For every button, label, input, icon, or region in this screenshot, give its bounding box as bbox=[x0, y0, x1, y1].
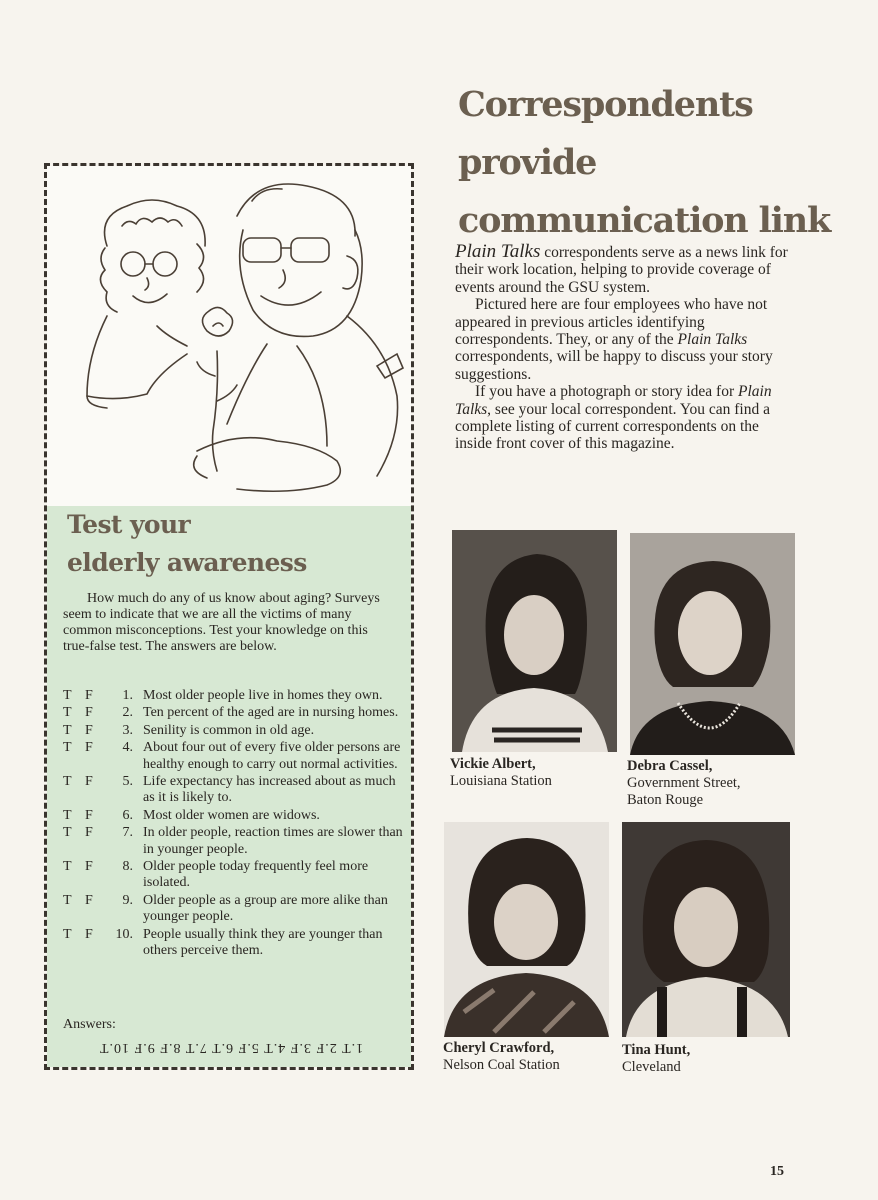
question-number: 5. bbox=[122, 774, 133, 790]
question-number: 9. bbox=[122, 892, 133, 908]
true-option: T bbox=[63, 774, 72, 790]
false-option: F bbox=[85, 892, 93, 908]
article-headline bbox=[458, 76, 858, 250]
question-number: 10. bbox=[115, 926, 133, 942]
quiz-question bbox=[63, 688, 403, 704]
quiz-intro: How much do any of us know about aging? Surveys seem to indicate that we are all the victims of many common misconceptions. Test your knowledge on this true-false test. The answers are below. bbox=[63, 591, 380, 654]
quiz-question bbox=[63, 825, 403, 858]
quiz-panel bbox=[47, 506, 411, 1067]
true-option: T bbox=[63, 859, 72, 875]
quiz-question bbox=[63, 859, 403, 892]
question-text: Most older women are widows. bbox=[143, 807, 320, 823]
question-text: About four out of every five older persons are healthy enough to carry out normal activities. bbox=[143, 740, 401, 772]
article-paragraph-3 bbox=[455, 383, 795, 453]
answers-label: Answers: bbox=[63, 1017, 116, 1032]
false-option: F bbox=[85, 825, 93, 841]
headline-line2: provide bbox=[458, 142, 597, 183]
p2-text-start: Pictured here are four employees who have not appeared in previous articles identifying correspondents. They, or any of the bbox=[455, 296, 768, 349]
portrait-icon bbox=[452, 530, 617, 752]
page-number: 15 bbox=[770, 1164, 784, 1179]
answers-upside-down: 1.T 2.F 3.F 4.T 5.F 6.T 7.T 8.F 9.F 10.T bbox=[98, 1040, 364, 1055]
p1-text: correspondents serve as a news link for their work location, helping to provide coverage of events around the GSU system. bbox=[455, 244, 788, 296]
question-text: Ten percent of the aged are in nursing homes. bbox=[143, 705, 399, 721]
quiz-title-line1: Test your bbox=[67, 510, 191, 539]
false-option: F bbox=[85, 688, 93, 703]
correspondent-name: Tina Hunt, bbox=[622, 1042, 691, 1058]
magazine-name-inline: Plain Talks bbox=[455, 383, 772, 418]
portrait-icon bbox=[630, 533, 795, 755]
true-option: T bbox=[63, 825, 72, 841]
true-option: T bbox=[63, 705, 72, 721]
elderly-couple-sketch-icon bbox=[47, 166, 411, 506]
false-option: F bbox=[85, 774, 93, 790]
question-number: 8. bbox=[122, 859, 133, 875]
caption-debra-cassel bbox=[627, 758, 741, 809]
p3-text-start: If you have a photograph or story idea for bbox=[475, 383, 738, 401]
false-option: F bbox=[85, 740, 93, 756]
false-option: F bbox=[85, 926, 93, 942]
false-option: F bbox=[85, 722, 93, 738]
caption-tina-hunt bbox=[622, 1042, 690, 1076]
question-text: Senility is common in old age. bbox=[143, 722, 315, 738]
p3-text-rest: , see your local correspondent. You can find a complete listing of current correspondents on the inside front cover of this magazine. bbox=[455, 400, 770, 453]
quiz-question bbox=[63, 808, 403, 824]
caption-vickie-albert bbox=[450, 756, 552, 790]
quiz-question-list bbox=[63, 688, 403, 961]
portrait-icon bbox=[444, 822, 609, 1037]
true-option: T bbox=[63, 688, 72, 703]
correspondent-location: Nelson Coal Station bbox=[443, 1057, 560, 1073]
quiz-feature-box bbox=[44, 163, 414, 1070]
correspondent-location-line2: Baton Rouge bbox=[627, 792, 704, 808]
true-option: T bbox=[63, 926, 72, 942]
quiz-question bbox=[63, 723, 403, 739]
quiz-question bbox=[63, 774, 403, 807]
correspondent-name: Vickie Albert, bbox=[450, 756, 536, 772]
magazine-name: Plain Talks bbox=[455, 241, 541, 262]
question-number: 1. bbox=[122, 688, 133, 703]
question-number: 3. bbox=[122, 722, 133, 738]
quiz-question bbox=[63, 893, 403, 926]
question-number: 6. bbox=[122, 807, 133, 823]
headline-line3: communication link bbox=[458, 200, 831, 241]
correspondent-location: Government Street, bbox=[627, 775, 741, 791]
question-number: 7. bbox=[122, 825, 133, 841]
elderly-couple-illustration bbox=[47, 166, 411, 506]
caption-cheryl-crawford bbox=[443, 1040, 560, 1074]
correspondent-location: Louisiana Station bbox=[450, 773, 552, 789]
false-option: F bbox=[85, 859, 93, 875]
question-text: Older people today frequently feel more isolated. bbox=[143, 859, 369, 891]
true-option: T bbox=[63, 807, 72, 823]
magazine-name-inline: Plain Talks bbox=[677, 331, 748, 349]
question-text: People usually think they are younger than others perceive them. bbox=[143, 926, 383, 959]
correspondent-name: Cheryl Crawford, bbox=[443, 1040, 555, 1056]
correspondent-name: Debra Cassel, bbox=[627, 758, 713, 774]
true-option: T bbox=[63, 740, 72, 756]
true-option: T bbox=[63, 892, 72, 908]
article-body bbox=[455, 243, 795, 453]
question-text: Older people as a group are more alike than younger people. bbox=[143, 892, 388, 925]
article-paragraph-2 bbox=[455, 296, 795, 383]
false-option: F bbox=[85, 807, 93, 823]
quiz-title-line2: elderly awareness bbox=[67, 548, 307, 577]
portrait-photo-vickie-albert bbox=[452, 530, 617, 752]
portrait-photo-debra-cassel bbox=[630, 533, 795, 755]
quiz-question bbox=[63, 927, 403, 960]
p2-text-rest: correspondents, will be happy to discuss your story suggestions. bbox=[455, 348, 773, 383]
false-option: F bbox=[85, 705, 93, 721]
quiz-question bbox=[63, 705, 403, 721]
article-paragraph-1 bbox=[455, 243, 795, 296]
quiz-question bbox=[63, 740, 403, 773]
question-text: Life expectancy has increased about as much as it is likely to. bbox=[143, 774, 396, 806]
portrait-photo-cheryl-crawford bbox=[444, 822, 609, 1037]
true-option: T bbox=[63, 722, 72, 738]
question-number: 4. bbox=[122, 740, 133, 756]
question-text: In older people, reaction times are slower than in younger people. bbox=[143, 825, 403, 857]
question-number: 2. bbox=[122, 705, 133, 721]
headline-line1: Correspondents bbox=[458, 84, 753, 125]
portrait-photo-tina-hunt bbox=[622, 822, 790, 1037]
correspondent-location: Cleveland bbox=[622, 1059, 681, 1075]
portrait-icon bbox=[622, 822, 790, 1037]
quiz-title bbox=[67, 506, 307, 582]
question-text: Most older people live in homes they own. bbox=[143, 688, 383, 703]
